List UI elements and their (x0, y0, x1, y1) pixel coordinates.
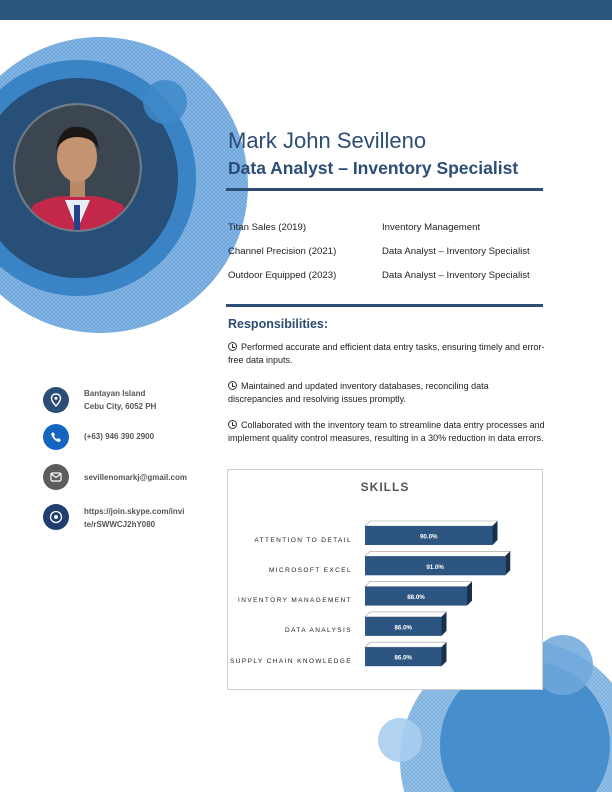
skype-link-line[interactable]: https://join.skype.com/invi (84, 507, 185, 516)
bar-top (365, 521, 498, 526)
address-line: Bantayan Island (84, 389, 146, 398)
responsibilities-heading: Responsibilities: (228, 317, 329, 331)
bar-top (365, 642, 447, 647)
clock-icon (228, 420, 237, 429)
experience-row (228, 246, 530, 257)
divider (226, 304, 543, 307)
skills-chart (227, 469, 543, 690)
experience-company: Outdoor Equipped (2023) (228, 270, 337, 281)
tick-label: SUPPLY CHAIN KNOWLEDGE (230, 658, 352, 665)
experience-row (228, 222, 481, 233)
skills-bars (228, 470, 544, 691)
clock-icon (228, 381, 237, 390)
avatar-illustration (15, 105, 140, 230)
bar-top (365, 551, 510, 556)
data-label: 88.0% (407, 594, 425, 602)
responsibility-text: Performed accurate and efficient data entry tasks, ensuring timely and error-free data inputs. (228, 342, 545, 365)
email-icon (43, 464, 69, 490)
candidate-name: Mark John Sevilleno (228, 128, 427, 153)
profile-photo (13, 103, 142, 232)
tick-label: MICROSOFT EXCEL (268, 567, 352, 574)
skype-link-line[interactable]: te/rSWWCJ2hY080 (84, 520, 156, 529)
responsibility-text: Collaborated with the inventory team to streamline data entry processes and implement quality control measures, resulting in a 30% reduction in data errors. (228, 420, 545, 443)
phone-icon (43, 424, 69, 450)
location-icon (43, 387, 69, 413)
chart-title: SKILLS (360, 480, 410, 494)
address-line: Cebu City, 6052 PH (84, 402, 157, 411)
skype-icon (43, 504, 69, 530)
tick-label: ATTENTION TO DETAIL (254, 537, 352, 544)
data-label: 90.0% (419, 533, 438, 541)
data-label: 91.0% (426, 563, 444, 571)
skype-link[interactable] (84, 505, 184, 531)
responsibility-item (228, 341, 546, 367)
email-address[interactable]: sevillenomarkj@gmail.com (84, 473, 187, 482)
experience-role: Data Analyst – Inventory Specialist (382, 270, 530, 281)
experience-company: Channel Precision (2021) (228, 246, 337, 257)
experience-role: Inventory Management (382, 222, 481, 233)
bar-top (365, 612, 447, 617)
tick-label: DATA ANALYSIS (285, 627, 352, 634)
bar-top (365, 582, 472, 587)
divider (226, 188, 543, 191)
clock-icon (228, 342, 237, 351)
phone-number[interactable]: (+63) 946 390 2900 (84, 432, 155, 441)
data-label: 86.0% (394, 624, 413, 632)
responsibility-text: Maintained and updated inventory databases, reconciling data discrepancies and resolving issues promptly. (228, 381, 489, 404)
tick-label: INVENTORY MANAGEMENT (238, 597, 352, 604)
responsibility-item (228, 380, 546, 406)
responsibility-item (228, 419, 546, 445)
experience-role: Data Analyst – Inventory Specialist (382, 246, 530, 257)
experience-company: Titan Sales (2019) (228, 222, 307, 233)
data-label: 86.0% (394, 654, 413, 662)
job-title: Data Analyst – Inventory Specialist (228, 158, 519, 178)
experience-row (228, 270, 530, 281)
